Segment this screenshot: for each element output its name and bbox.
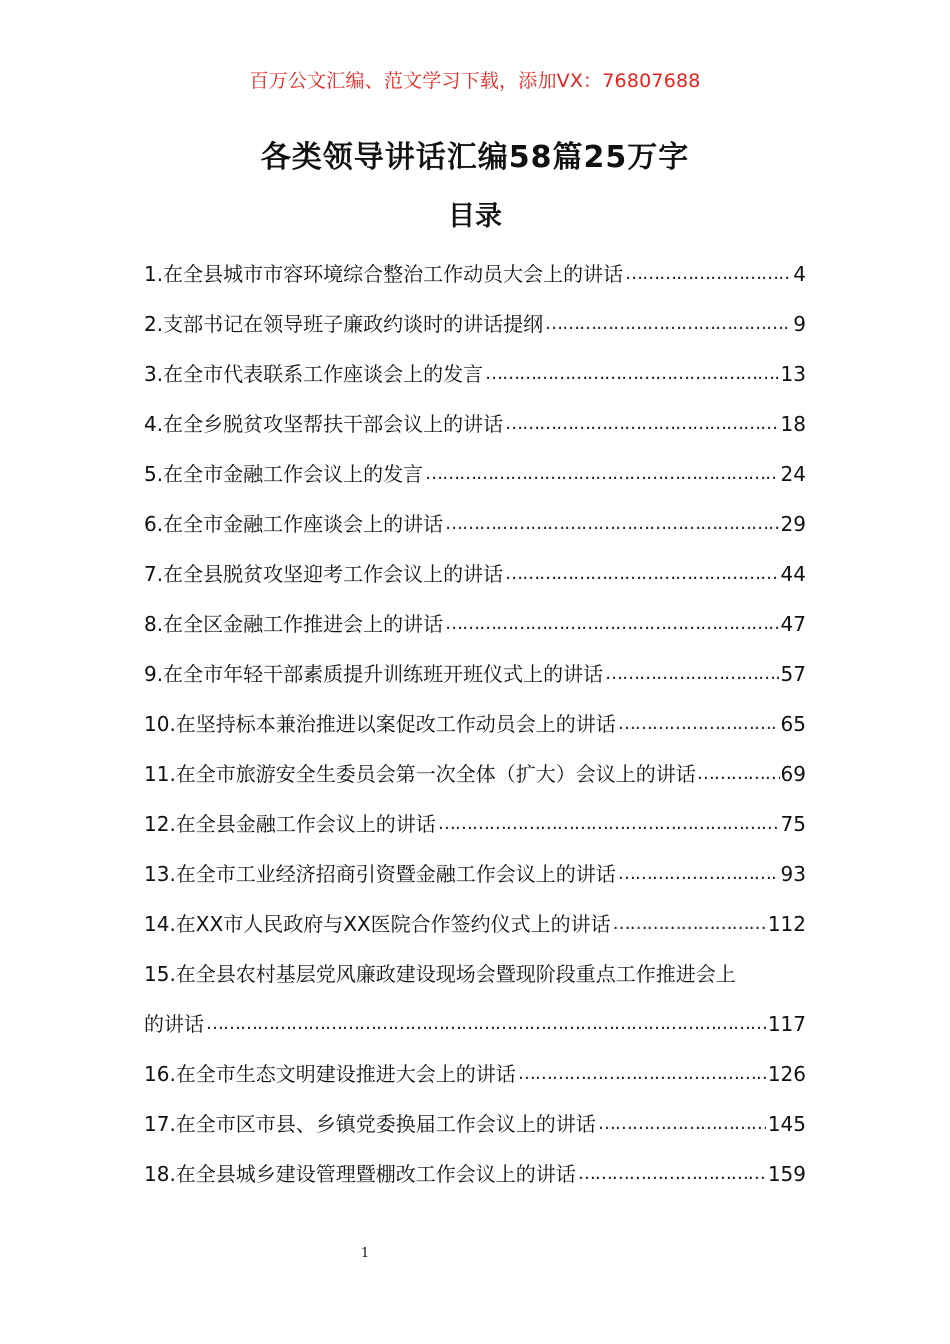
- toc-entry-page: 69: [780, 762, 806, 786]
- toc-entry-page: 75: [780, 812, 806, 836]
- toc-entry[interactable]: [144, 1042, 806, 1092]
- toc-leader-dots: [578, 1156, 766, 1192]
- toc-entry-page: 57: [780, 662, 806, 686]
- toc-leader-dots: [625, 256, 791, 292]
- toc-entry[interactable]: [144, 842, 806, 892]
- toc-entry[interactable]: [144, 592, 806, 642]
- toc-leader-dots: [505, 406, 778, 442]
- toc-leader-dots: [605, 656, 778, 692]
- table-of-contents: [144, 242, 806, 1192]
- toc-entry-label: 16.在全市生态文明建设推进大会上的讲话: [144, 1062, 516, 1086]
- toc-entry[interactable]: [144, 492, 806, 542]
- toc-leader-dots: [206, 1006, 766, 1042]
- toc-leader-dots: [598, 1106, 766, 1142]
- toc-entry-label: 2.支部书记在领导班子廉政约谈时的讲话提纲: [144, 312, 544, 336]
- toc-entry-label: 9.在全市年轻干部素质提升训练班开班仪式上的讲话: [144, 662, 604, 686]
- toc-entry-label: 1.在全县城市市容环境综合整治工作动员大会上的讲话: [144, 262, 624, 286]
- toc-leader-dots: [613, 906, 766, 942]
- toc-entry[interactable]: [144, 692, 806, 742]
- toc-entry-label: 15.在全县农村基层党风廉政建设现场会暨现阶段重点工作推进会上: [144, 962, 736, 986]
- toc-entry-page: 4: [793, 262, 806, 286]
- toc-entry-label: 10.在坚持标本兼治推进以案促改工作动员会上的讲话: [144, 712, 616, 736]
- toc-entry-label: 7.在全县脱贫攻坚迎考工作会议上的讲话: [144, 562, 504, 586]
- toc-entry[interactable]: [144, 342, 806, 392]
- document-title: 各类领导讲话汇编58篇25万字: [260, 140, 690, 175]
- toc-entry[interactable]: [144, 542, 806, 592]
- toc-entry-page: 117: [767, 1012, 806, 1036]
- toc-entry-page: 44: [780, 562, 806, 586]
- toc-entry[interactable]: [144, 242, 806, 292]
- toc-entry-label: 的讲话: [144, 1012, 204, 1036]
- toc-entry-label: 11.在全市旅游安全生委员会第一次全体（扩大）会议上的讲话: [144, 762, 696, 786]
- toc-leader-dots: [485, 356, 778, 392]
- toc-entry-label: 6.在全市金融工作座谈会上的讲话: [144, 512, 444, 536]
- toc-entry-label: 13.在全市工业经济招商引资暨金融工作会议上的讲话: [144, 862, 616, 886]
- toc-entry[interactable]: [144, 642, 806, 692]
- toc-entry-label: 12.在全县金融工作会议上的讲话: [144, 812, 436, 836]
- toc-entry[interactable]: [144, 392, 806, 442]
- toc-leader-dots: [425, 456, 778, 492]
- toc-entry-label: 4.在全乡脱贫攻坚帮扶干部会议上的讲话: [144, 412, 504, 436]
- toc-entry-wrapped-first-line[interactable]: [144, 942, 806, 992]
- toc-entry[interactable]: [144, 1142, 806, 1192]
- header-note: 百万公文汇编、范文学习下载，添加VX：76807688: [249, 70, 701, 92]
- toc-entry-label: 14.在XX市人民政府与XX医院合作签约仪式上的讲话: [144, 912, 611, 936]
- toc-entry-page: 18: [780, 412, 806, 436]
- toc-leader-dots: [697, 756, 780, 792]
- toc-entry[interactable]: [144, 792, 806, 842]
- toc-entry-label: 17.在全市区市县、乡镇党委换届工作会议上的讲话: [144, 1112, 596, 1136]
- toc-leader-dots: [518, 1056, 766, 1092]
- toc-leader-dots: [445, 606, 778, 642]
- toc-entry-page: 159: [767, 1162, 806, 1186]
- toc-leader-dots: [545, 306, 791, 342]
- toc-entry[interactable]: [144, 292, 806, 342]
- toc-entry-label: 8.在全区金融工作推进会上的讲话: [144, 612, 444, 636]
- toc-entry[interactable]: [144, 892, 806, 942]
- toc-leader-dots: [618, 856, 779, 892]
- toc-entry[interactable]: [144, 1092, 806, 1142]
- toc-entry[interactable]: [144, 992, 806, 1042]
- toc-leader-dots: [505, 556, 778, 592]
- toc-heading: 目录: [448, 201, 502, 232]
- toc-entry-page: 47: [780, 612, 806, 636]
- toc-leader-dots: [445, 506, 778, 542]
- toc-entry-page: 9: [793, 312, 806, 336]
- toc-entry-page: 24: [780, 462, 806, 486]
- toc-entry-page: 65: [780, 712, 806, 736]
- toc-leader-dots: [438, 806, 779, 842]
- toc-entry[interactable]: [144, 442, 806, 492]
- toc-entry-page: 13: [780, 362, 806, 386]
- toc-entry-page: 93: [780, 862, 806, 886]
- toc-entry-label: 3.在全市代表联系工作座谈会上的发言: [144, 362, 484, 386]
- toc-entry[interactable]: [144, 742, 806, 792]
- toc-entry-page: 126: [767, 1062, 806, 1086]
- toc-entry-label: 18.在全县城乡建设管理暨棚改工作会议上的讲话: [144, 1162, 576, 1186]
- toc-entry-page: 29: [780, 512, 806, 536]
- toc-leader-dots: [618, 706, 779, 742]
- toc-entry-page: 112: [767, 912, 806, 936]
- toc-entry-page: 145: [767, 1112, 806, 1136]
- toc-entry-label: 5.在全市金融工作会议上的发言: [144, 462, 424, 486]
- page-number: 1: [360, 1246, 370, 1261]
